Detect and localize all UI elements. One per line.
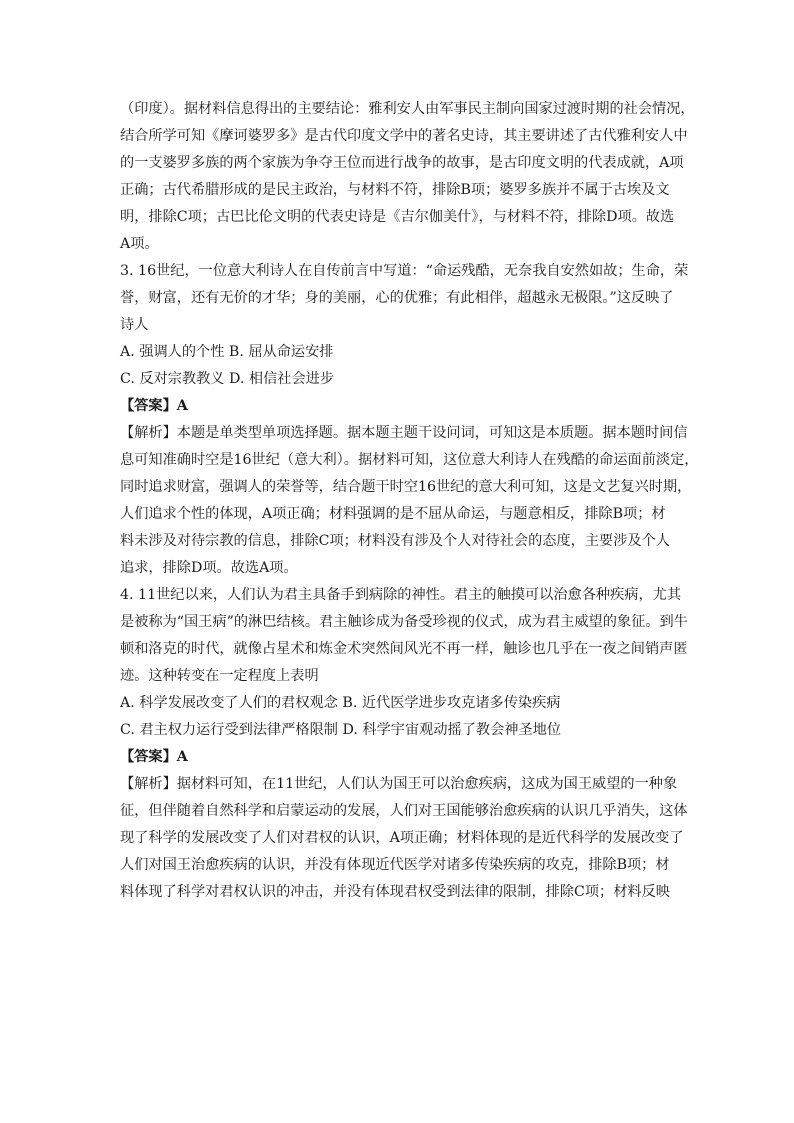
paragraph-line: 结合所学可知《摩诃婆罗多》是古代印度文学中的著名史诗，其主要讲述了古代雅利安人中 <box>120 128 688 144</box>
question-3-stem: 誉，财富，还有无价的才华；身的美丽，心的优雅；有此相伴，超越永无极限。”这反映了 <box>120 290 674 306</box>
question-3-analysis: 料未涉及对待宗教的信息，排除C项；材料没有涉及个人对待社会的态度，主要涉及个人 <box>120 533 670 549</box>
paragraph-line: （印度）。据材料信息得出的主要结论：雅利安人由军事民主制向国家过渡时期的社会情况， <box>120 101 695 117</box>
question-4-options: C. 君主权力运行受到法律严格限制 D. 科学宇宙观动摇了教会神圣地位 <box>120 722 562 738</box>
question-3-analysis: 同时追求财富，强调人的荣誉等，结合题干时空16世纪的意大利可知，这是文艺复兴时期， <box>120 479 692 495</box>
question-3-answer: 【答案】A <box>120 398 188 414</box>
question-3-analysis: 息可知准确时空是16世纪（意大利）。据材料可知，这位意大利诗人在残酷的命运面前淡定， <box>120 452 699 468</box>
question-4-options: A. 科学发展改变了人们的君权观念 B. 近代医学进步攻克诸多传染疾病 <box>120 695 561 711</box>
question-3-analysis: 追求，排除D项。故选A项。 <box>120 560 298 576</box>
question-3-analysis: 人们追求个性的体现，A项正确；材料强调的是不屈从命运，与题意相反，排除B项；材 <box>120 506 666 522</box>
question-3-stem: 3. 16世纪，一位意大利诗人在自传前言中写道：“命运残酷，无奈我自安然如故；生命，荣 <box>120 263 689 279</box>
question-4-analysis: 【解析】据材料可知，在11世纪，人们认为国王可以治愈疾病，这成为国王威望的一种象 <box>120 776 678 792</box>
paragraph-line: 明，排除C项；古巴比伦文明的代表史诗是《吉尔伽美什》，与材料不符，排除D项。故选 <box>120 209 675 225</box>
question-3-options: C. 反对宗教教义 D. 相信社会进步 <box>120 371 335 387</box>
question-4-stem: 顿和洛克的时代，就像占星术和炼金术突然间风光不再一样，触诊也几乎在一夜之间销声匿 <box>120 641 688 657</box>
question-4-stem: 是被称为“国王病”的淋巴结核。君主触诊成为备受珍视的仪式，成为君主威望的象征。到牛 <box>120 614 688 630</box>
page-content <box>120 96 699 906</box>
paragraph-line: 正确；古代希腊形成的是民主政治，与材料不符，排除B项；婆罗多族并不属于古埃及文 <box>120 182 670 198</box>
paragraph-line: 的一支婆罗多族的两个家族为争夺王位而进行战争的故事，是古印度文明的代表成就，A项 <box>120 155 684 171</box>
question-4-stem: 迹。这种转变在一定程度上表明 <box>120 668 319 684</box>
question-4-analysis: 征，但伴随着自然科学和启蒙运动的发展，人们对王国能够治愈疾病的认识几乎消失，这体 <box>120 803 688 819</box>
question-4-analysis: 料体现了科学对君权认识的冲击，并没有体现君权受到法律的限制，排除C项；材料反映 <box>120 884 670 900</box>
question-4-analysis: 人们对国王治愈疾病的认识，并没有体现近代医学对诸多传染疾病的攻克，排除B项；材 <box>120 857 670 873</box>
question-3-options: A. 强调人的个性 B. 屈从命运安排 <box>120 344 334 360</box>
question-4-analysis: 现了科学的发展改变了人们对君权的认识，A项正确；材料体现的是近代科学的发展改变了 <box>120 830 684 846</box>
question-3-stem: 诗人 <box>120 317 149 333</box>
question-4-answer: 【答案】A <box>120 749 188 765</box>
paragraph-line: A项。 <box>120 236 159 252</box>
question-3-analysis: 【解析】本题是单类型单项选择题。据本题主题干设问词，可知这是本质题。据本题时间信 <box>120 425 688 441</box>
question-4-stem: 4. 11世纪以来，人们认为君主具备手到病除的神性。君主的触摸可以治愈各种疾病，尤其 <box>120 587 682 603</box>
